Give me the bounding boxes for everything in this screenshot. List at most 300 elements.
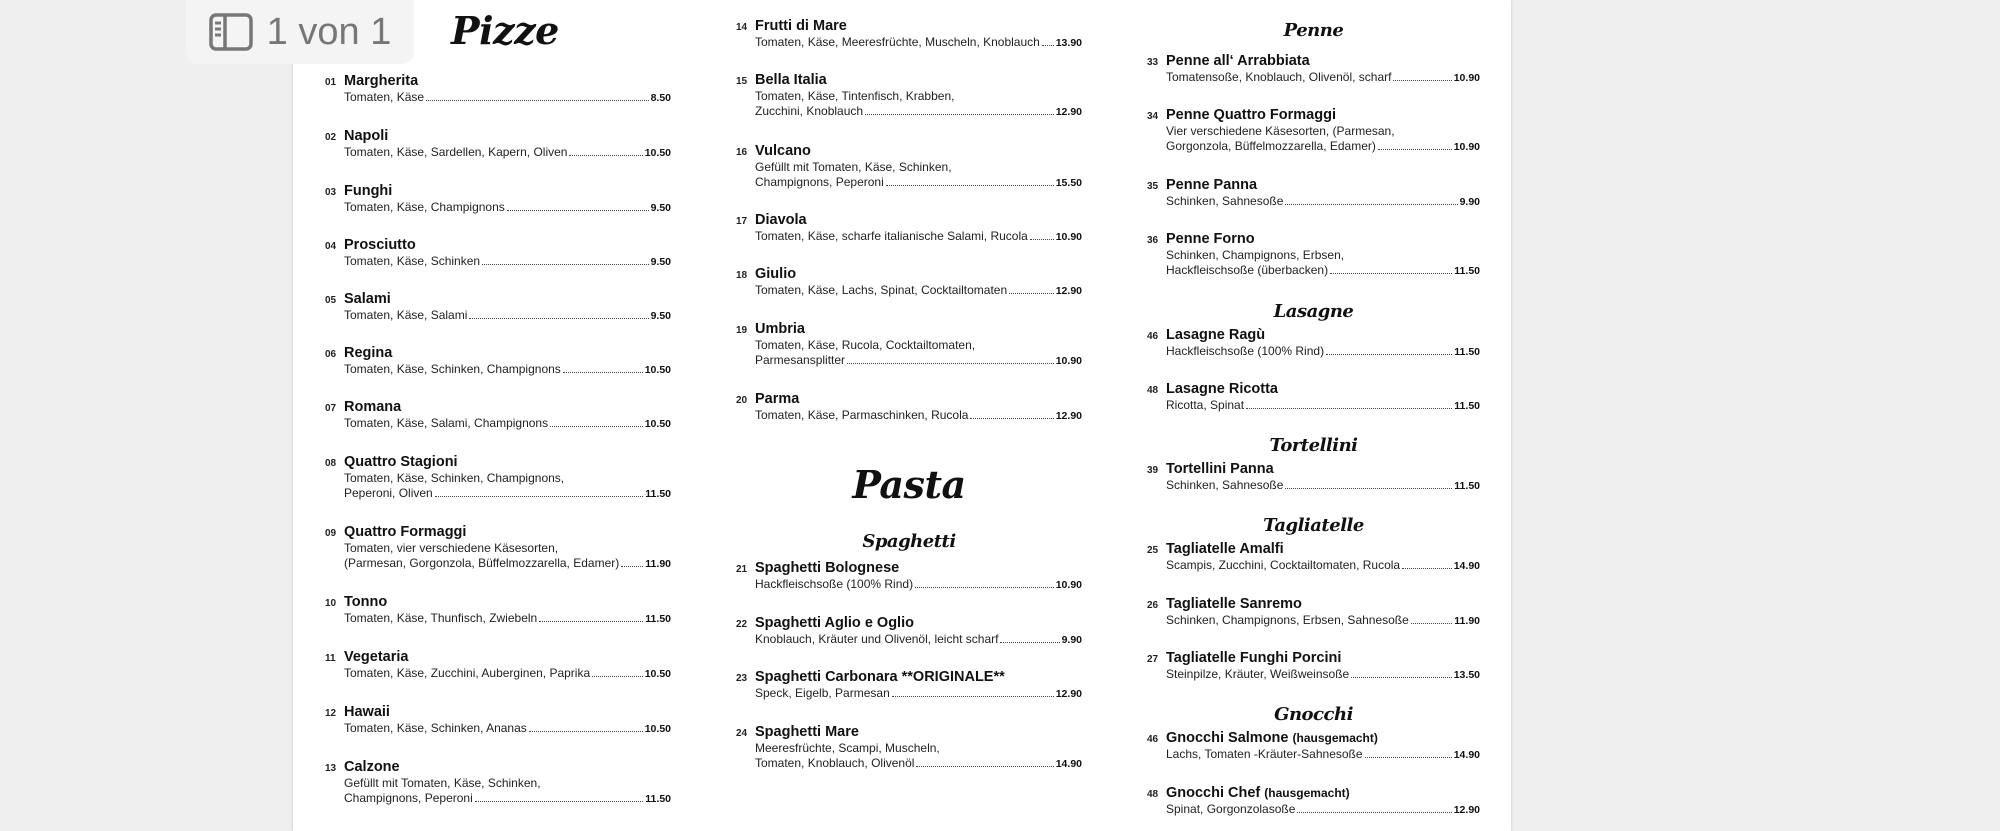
item-description	[1166, 344, 1480, 360]
item-number: 48	[1147, 385, 1159, 396]
menu-item	[325, 524, 671, 572]
menu-item	[1147, 730, 1480, 763]
dot-leader	[529, 731, 643, 732]
item-price: 10.50	[644, 364, 671, 376]
item-name: Spaghetti Carbonara **ORIGINALE**	[755, 669, 1005, 685]
section-title-tortellini: Tortellini	[1269, 435, 1358, 456]
item-price: 10.90	[1453, 141, 1480, 153]
item-number: 10	[325, 598, 337, 609]
item-name: Spaghetti Mare	[755, 724, 859, 740]
dot-leader	[1365, 757, 1452, 758]
item-description-text: Parmesansplitter	[755, 353, 846, 367]
menu-item	[736, 266, 1082, 299]
item-description-text: Gorgonzola, Büffelmozzarella, Edamer)	[1166, 139, 1376, 153]
item-price: 10.90	[1055, 355, 1082, 367]
dot-leader	[507, 210, 649, 211]
item-description-text: Tomaten, Käse, Schinken, Ananas	[344, 721, 527, 735]
dot-leader	[469, 318, 648, 319]
item-price: 11.50	[1454, 346, 1480, 358]
menu-item	[325, 649, 671, 682]
menu-item	[1147, 650, 1480, 683]
item-description-text: Steinpilze, Kräuter, Weißweinsoße	[1166, 667, 1350, 681]
menu-item	[325, 759, 671, 807]
item-name: Penne Forno	[1166, 231, 1255, 247]
item-price: 11.50	[645, 488, 671, 500]
menu-item	[325, 73, 671, 106]
item-name: Funghi	[344, 183, 393, 199]
item-description	[344, 416, 671, 432]
item-price: 10.90	[1453, 72, 1480, 84]
item-price: 9.90	[1061, 634, 1082, 646]
item-name-row	[344, 128, 671, 145]
menu-item	[736, 724, 1082, 772]
item-description-text: Hackfleischsoße (100% Rind)	[755, 577, 914, 591]
sidebar-toggle-icon[interactable]	[209, 13, 253, 51]
item-number: 05	[325, 295, 337, 306]
item-name: Frutti di Mare	[755, 18, 847, 34]
item-name-row	[1166, 177, 1480, 194]
item-name: Salami	[344, 291, 391, 307]
dot-leader	[1285, 488, 1452, 489]
item-price: 12.90	[1055, 410, 1082, 422]
item-description-text: Tomaten, Käse, Rucola, Cocktailtomaten,	[755, 338, 976, 352]
item-number: 15	[736, 76, 748, 87]
menu-item	[736, 560, 1082, 593]
item-description-text: Meeresfrüchte, Scampi, Muscheln,	[755, 741, 940, 755]
item-number: 03	[325, 187, 337, 198]
dot-leader	[1330, 273, 1452, 274]
menu-item	[736, 212, 1082, 245]
dot-leader	[865, 114, 1054, 115]
item-price: 12.90	[1055, 285, 1082, 297]
dot-leader	[1402, 568, 1452, 569]
item-description	[1166, 667, 1480, 683]
item-description-text: Tomaten, Käse, Salami, Champignons	[344, 416, 549, 430]
item-name-row	[344, 399, 671, 416]
item-description	[1166, 747, 1480, 763]
item-name-row	[1166, 785, 1480, 802]
item-description-text: Hackfleischsoße (überbacken)	[1166, 263, 1329, 277]
item-description	[755, 741, 1082, 772]
menu-item	[1147, 461, 1480, 494]
item-price: 11.90	[645, 558, 671, 570]
dot-leader	[886, 185, 1054, 186]
item-name-row	[1166, 461, 1480, 478]
item-name-row	[344, 73, 671, 90]
item-description	[1166, 398, 1480, 414]
page-indicator-text: 1 von 1	[266, 10, 392, 53]
item-name-row	[755, 391, 1082, 408]
item-number: 06	[325, 349, 337, 360]
item-name: Napoli	[344, 128, 389, 144]
item-number: 02	[325, 132, 337, 143]
item-description-text: Knoblauch, Kräuter und Olivenöl, leicht scharf	[755, 632, 999, 646]
section-title-gnocchi: Gnocchi	[1274, 704, 1353, 725]
menu-item	[325, 237, 671, 270]
dot-leader	[1042, 45, 1054, 46]
item-number: 46	[1147, 734, 1159, 745]
item-price: 9.90	[1459, 196, 1480, 208]
item-price: 12.90	[1055, 688, 1082, 700]
item-description-text: Tomaten, Käse, Meeresfrüchte, Muscheln, Knoblauch	[755, 35, 1040, 49]
item-name: Umbria	[755, 321, 805, 337]
item-name: Margherita	[344, 73, 419, 89]
dot-leader	[1411, 623, 1452, 624]
item-description	[344, 471, 671, 502]
item-name-row	[344, 649, 671, 666]
dot-leader	[550, 426, 643, 427]
item-description	[1166, 613, 1480, 629]
dot-leader	[1009, 293, 1054, 294]
dot-leader	[621, 566, 643, 567]
item-note: (hausgemacht)	[1292, 731, 1378, 745]
item-number: 23	[736, 673, 748, 684]
item-description-text: Peperoni, Oliven	[344, 486, 433, 500]
item-description-text: Tomaten, Käse, Salami	[344, 308, 468, 322]
item-name: Tonno	[344, 594, 388, 610]
item-description-text: Tomaten, Käse, Sardellen, Kapern, Oliven	[344, 145, 568, 159]
item-price: 11.50	[1454, 480, 1480, 492]
menu-item	[736, 72, 1082, 120]
item-name: Spaghetti Bolognese	[755, 560, 900, 576]
item-description-text: Tomaten, Käse	[344, 90, 425, 104]
item-price: 15.50	[1055, 177, 1082, 189]
dot-leader	[1000, 642, 1059, 643]
item-number: 33	[1147, 57, 1159, 68]
item-price: 14.90	[1453, 560, 1480, 572]
item-number: 46	[1147, 331, 1159, 342]
item-description-text: Tomaten, Knoblauch, Olivenöl	[755, 756, 915, 770]
item-description-text: Tomaten, Käse, scharfe italianische Salami, Rucola	[755, 229, 1028, 243]
item-number: 12	[325, 708, 337, 719]
item-number: 19	[736, 325, 748, 336]
item-number: 07	[325, 403, 337, 414]
item-description-text: Tomaten, Käse, Zucchini, Auberginen, Paprika	[344, 666, 591, 680]
item-price: 11.50	[645, 613, 671, 625]
item-description	[1166, 70, 1480, 86]
item-number: 21	[736, 564, 748, 575]
item-price: 9.50	[650, 256, 671, 268]
item-note: (hausgemacht)	[1264, 786, 1350, 800]
item-name: Quattro Formaggi	[344, 524, 467, 540]
item-description-text: Lachs, Tomaten -Kräuter-Sahnesoße	[1166, 747, 1363, 761]
menu-item	[736, 391, 1082, 424]
menu-item	[1147, 381, 1480, 414]
dot-leader	[892, 696, 1054, 697]
item-number: 35	[1147, 181, 1159, 192]
item-number: 36	[1147, 235, 1159, 246]
item-name-row	[1166, 327, 1480, 344]
item-name-row	[1166, 231, 1480, 248]
item-description-text: Tomaten, vier verschiedene Käsesorten,	[344, 541, 559, 555]
item-description-text: Tomaten, Käse, Schinken, Champignons	[344, 362, 561, 376]
item-description	[344, 541, 671, 572]
menu-item	[1147, 53, 1480, 86]
item-description	[1166, 124, 1480, 155]
item-description	[755, 577, 1082, 593]
item-description-text: Vier verschiedene Käsesorten, (Parmesan,	[1166, 124, 1395, 138]
item-description	[344, 362, 671, 378]
item-description	[344, 776, 671, 807]
item-number: 11	[325, 653, 336, 664]
dot-leader	[426, 100, 649, 101]
item-price: 14.90	[1453, 749, 1480, 761]
item-name: Parma	[755, 391, 800, 407]
item-name: Penne all‘ Arrabbiata	[1166, 53, 1310, 69]
item-description-text: Schinken, Sahnesoße	[1166, 478, 1284, 492]
item-number: 18	[736, 270, 748, 281]
dot-leader	[1297, 812, 1451, 813]
menu-item	[736, 669, 1082, 702]
item-price: 10.50	[644, 147, 671, 159]
item-description-text: Scampis, Zucchini, Cocktailtomaten, Rucola	[1166, 558, 1401, 572]
item-description	[755, 229, 1082, 245]
menu-item	[325, 291, 671, 324]
item-name: Tagliatelle Sanremo	[1166, 596, 1302, 612]
item-description-text: Spinat, Gorgonzolasoße	[1166, 802, 1296, 816]
item-name-row	[344, 183, 671, 200]
item-name: Giulio	[755, 266, 797, 282]
section-title-pasta: Pasta	[852, 462, 966, 507]
menu-item	[1147, 177, 1480, 210]
menu-item	[1147, 541, 1480, 574]
item-name-row	[1166, 541, 1480, 558]
item-name-row	[755, 560, 1082, 577]
item-description	[755, 283, 1082, 299]
item-description-text: Tomaten, Käse, Parmaschinken, Rucola	[755, 408, 969, 422]
item-name-row	[1166, 53, 1480, 70]
item-name: Tagliatelle Amalfi	[1166, 541, 1284, 557]
item-description	[755, 408, 1082, 424]
item-number: 22	[736, 619, 748, 630]
item-description-text: Zucchini, Knoblauch	[755, 104, 864, 118]
item-name-row	[344, 759, 671, 776]
section-title-pizze: Pizze	[451, 8, 559, 53]
item-number: 39	[1147, 465, 1159, 476]
item-description	[755, 338, 1082, 369]
item-description-text: Speck, Eigelb, Parmesan	[755, 686, 890, 700]
dot-leader	[435, 496, 644, 497]
dot-leader	[563, 372, 643, 373]
item-name: Gnocchi Chef	[1166, 785, 1261, 801]
item-number: 27	[1147, 654, 1159, 665]
item-description-text: Ricotta, Spinat	[1166, 398, 1245, 412]
item-name: Tagliatelle Funghi Porcini	[1166, 650, 1342, 666]
dot-leader	[1285, 204, 1457, 205]
item-description	[344, 254, 671, 270]
dot-leader	[970, 418, 1053, 419]
item-name-row	[755, 72, 1082, 89]
item-description-text: Tomaten, Käse, Lachs, Spinat, Cocktailtomaten	[755, 283, 1008, 297]
item-description	[755, 160, 1082, 191]
section-title-spaghetti: Spaghetti	[862, 531, 956, 552]
menu-item	[325, 594, 671, 627]
item-price: 10.90	[1055, 579, 1082, 591]
item-number: 20	[736, 395, 748, 406]
item-description-text: Gefüllt mit Tomaten, Käse, Schinken,	[755, 160, 952, 174]
item-description-text: Tomaten, Käse, Schinken, Champignons,	[344, 471, 565, 485]
item-name-row	[755, 18, 1082, 35]
dot-leader	[847, 363, 1054, 364]
item-price: 10.50	[644, 668, 671, 680]
item-name-row	[1166, 596, 1480, 613]
item-name: Romana	[344, 399, 402, 415]
item-description	[344, 308, 671, 324]
section-title-lasagne: Lasagne	[1273, 301, 1354, 322]
item-price: 11.50	[645, 793, 671, 805]
item-price: 13.90	[1055, 37, 1082, 49]
item-description	[1166, 558, 1480, 574]
item-description	[755, 89, 1082, 120]
dot-leader	[1393, 80, 1451, 81]
dot-leader	[1326, 354, 1452, 355]
item-description-text: Gefüllt mit Tomaten, Käse, Schinken,	[344, 776, 541, 790]
menu-item	[1147, 596, 1480, 629]
dot-leader	[916, 766, 1053, 767]
item-description	[344, 145, 671, 161]
item-price: 12.90	[1453, 804, 1480, 816]
item-name: Vegetaria	[344, 649, 409, 665]
dot-leader	[475, 801, 644, 802]
item-number: 13	[325, 763, 337, 774]
item-price: 10.90	[1055, 231, 1082, 243]
menu-item	[325, 399, 671, 432]
item-name-row	[1166, 650, 1480, 667]
dot-leader	[1030, 239, 1054, 240]
item-description	[1166, 478, 1480, 494]
item-description-text: Champignons, Peperoni	[344, 791, 473, 805]
dot-leader	[1246, 408, 1452, 409]
dot-leader	[1378, 149, 1452, 150]
item-name-row	[755, 143, 1082, 160]
item-name: Spaghetti Aglio e Oglio	[755, 615, 914, 631]
item-number: 08	[325, 458, 337, 469]
section-title-penne: Penne	[1283, 20, 1344, 41]
item-description-text: Champignons, Peperoni	[755, 175, 884, 189]
item-name: Lasagne Ragù	[1166, 327, 1266, 343]
item-number: 48	[1147, 789, 1159, 800]
item-name-row	[1166, 107, 1480, 124]
dot-leader	[569, 155, 642, 156]
item-description	[1166, 194, 1480, 210]
item-description	[755, 686, 1082, 702]
item-description	[344, 611, 671, 627]
item-name-row	[344, 704, 671, 721]
item-description	[344, 721, 671, 737]
menu-item	[736, 143, 1082, 191]
item-name-row	[344, 345, 671, 362]
menu-item	[325, 183, 671, 216]
item-price: 10.50	[644, 418, 671, 430]
menu-item	[1147, 327, 1480, 360]
menu-item	[736, 321, 1082, 369]
item-description-text: Tomaten, Käse, Schinken	[344, 254, 481, 268]
item-price: 12.90	[1055, 106, 1082, 118]
item-price: 8.50	[650, 92, 671, 104]
item-price: 14.90	[1055, 758, 1082, 770]
menu-item	[1147, 231, 1480, 279]
dot-leader	[915, 587, 1054, 588]
menu-item	[736, 615, 1082, 648]
item-name: Penne Quattro Formaggi	[1166, 107, 1336, 123]
item-description-text: Schinken, Champignons, Erbsen, Sahnesoße	[1166, 613, 1409, 627]
item-description-text: Tomatensoße, Knoblauch, Olivenöl, scharf	[1166, 70, 1392, 84]
menu-item	[736, 18, 1082, 51]
item-name-row	[344, 524, 671, 541]
item-price: 9.50	[650, 310, 671, 322]
item-name: Quattro Stagioni	[344, 454, 458, 470]
item-name: Bella Italia	[755, 72, 827, 88]
item-description	[1166, 248, 1480, 279]
item-name-row	[1166, 381, 1480, 398]
menu-item	[1147, 107, 1480, 155]
item-name-row	[755, 266, 1082, 283]
item-price: 11.50	[1454, 400, 1480, 412]
item-name: Vulcano	[755, 143, 811, 159]
item-description-text: Tomaten, Käse, Champignons	[344, 200, 505, 214]
item-description	[344, 200, 671, 216]
item-description-text: Schinken, Sahnesoße	[1166, 194, 1284, 208]
item-name-row	[755, 212, 1082, 229]
item-description	[344, 90, 671, 106]
item-number: 09	[325, 528, 337, 539]
item-description	[755, 632, 1082, 648]
item-price: 9.50	[650, 202, 671, 214]
item-name-row	[755, 669, 1082, 686]
item-price: 11.50	[1454, 265, 1480, 277]
item-description-text: Tomaten, Käse, Thunfisch, Zwiebeln	[344, 611, 538, 625]
item-name: Hawaii	[344, 704, 390, 720]
item-name-row	[344, 237, 671, 254]
page-indicator[interactable]	[186, 0, 414, 64]
item-description-text: Tomaten, Käse, Tintenfisch, Krabben,	[755, 89, 955, 103]
dot-leader	[592, 676, 643, 677]
item-name: Prosciutto	[344, 237, 416, 253]
item-name: Lasagne Ricotta	[1166, 381, 1278, 397]
item-number: 04	[325, 241, 337, 252]
menu-item	[325, 345, 671, 378]
item-price: 13.50	[1453, 669, 1480, 681]
item-number: 25	[1147, 545, 1159, 556]
item-number: 16	[736, 147, 748, 158]
item-name-row	[344, 594, 671, 611]
item-description	[344, 666, 671, 682]
item-number: 14	[736, 22, 748, 33]
section-title-tagliatelle: Tagliatelle	[1263, 515, 1364, 536]
item-number: 26	[1147, 600, 1159, 611]
item-number: 34	[1147, 111, 1159, 122]
item-name: Penne Panna	[1166, 177, 1258, 193]
item-price: 11.90	[1454, 615, 1480, 627]
menu-item	[1147, 785, 1480, 818]
item-name-row	[755, 724, 1082, 741]
item-name-row	[1166, 730, 1480, 747]
item-number: 24	[736, 728, 748, 739]
item-name: Calzone	[344, 759, 400, 775]
item-number: 17	[736, 216, 748, 227]
item-description-text: Schinken, Champignons, Erbsen,	[1166, 248, 1345, 262]
item-name-row	[755, 615, 1082, 632]
item-name: Tortellini Panna	[1166, 461, 1274, 477]
menu-item	[325, 704, 671, 737]
item-number: 01	[325, 77, 337, 88]
dot-leader	[482, 264, 648, 265]
item-price: 10.50	[644, 723, 671, 735]
menu-item	[325, 454, 671, 502]
dot-leader	[539, 621, 643, 622]
item-name-row	[755, 321, 1082, 338]
menu-item	[325, 128, 671, 161]
